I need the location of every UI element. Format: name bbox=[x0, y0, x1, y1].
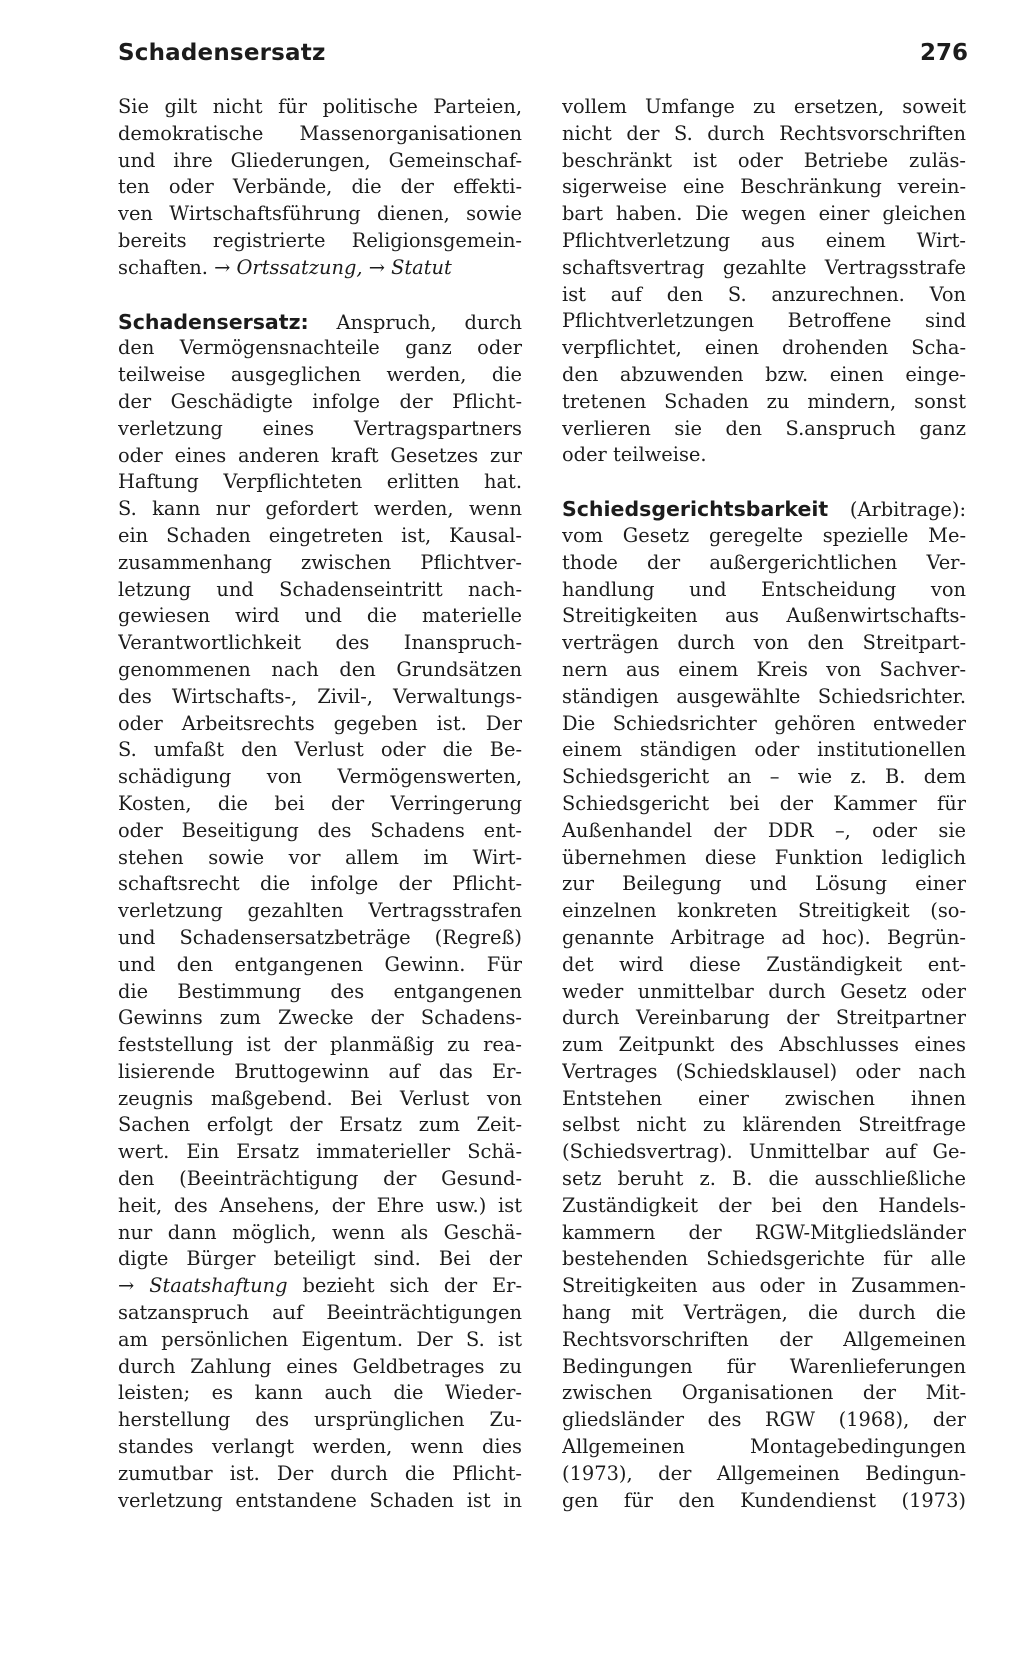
text-line: verlieren sie den S.anspruch ganz bbox=[562, 416, 966, 440]
text-line: thode der außergerichtlichen Ver- bbox=[562, 550, 966, 574]
text-line: die Bestimmung des entgangenen bbox=[118, 979, 522, 1003]
text-line: weder unmittelbar durch Gesetz oder bbox=[562, 979, 966, 1003]
text-line: Sachen erfolgt der Ersatz zum Zeit- bbox=[118, 1113, 522, 1137]
text-line: zumutbar ist. Der durch die Pflicht- bbox=[118, 1461, 522, 1485]
text-line: ständigen ausgewählte Schiedsrichter. bbox=[562, 684, 966, 708]
arrow-icon: → bbox=[214, 255, 231, 279]
text-line: herstellung des ursprünglichen Zu- bbox=[118, 1408, 522, 1432]
entry-term: Schiedsgerichtsbarkeit bbox=[562, 497, 829, 522]
text-line: gen für den Kundendienst (1973) bbox=[562, 1488, 966, 1512]
text-line: Die Schiedsrichter gehören entweder bbox=[562, 711, 966, 735]
text-line: genommenen nach den Grundsätzen bbox=[118, 657, 522, 681]
intro-paragraph bbox=[118, 94, 522, 255]
arrow-icon: → bbox=[368, 255, 385, 279]
cross-reference[interactable]: Ortssatzung, bbox=[230, 255, 369, 279]
text-line: beschränkt ist oder Betriebe zuläs- bbox=[562, 148, 966, 172]
text-line: Zuständigkeit der bei den Handels- bbox=[562, 1193, 966, 1217]
text-line: des Wirtschafts-, Zivil-, Verwaltungs- bbox=[118, 684, 522, 708]
text-line: Pflichtverletzungen Betroffene sind bbox=[562, 309, 966, 333]
running-head: Schadensersatz bbox=[118, 40, 326, 66]
text-line: genannte Arbitrage ad hoc). Begrün- bbox=[562, 925, 966, 949]
text-line: der Geschädigte infolge der Pflicht- bbox=[118, 389, 522, 413]
text-line: gliedsländer des RGW (1968), der bbox=[562, 1408, 966, 1432]
text-line: bereits registrierte Religionsgemein- bbox=[118, 228, 522, 252]
text-line: selbst nicht zu klärenden Streitfrage bbox=[562, 1113, 966, 1137]
text-line: verletzung gezahlten Vertragsstrafen bbox=[118, 899, 522, 923]
text-line: Rechtsvorschriften der Allgemeinen bbox=[562, 1327, 966, 1351]
text-line: hang mit Verträgen, die durch die bbox=[562, 1301, 966, 1325]
text-line: stehen sowie vor allem im Wirt- bbox=[118, 845, 522, 869]
text-line: und Schadensersatzbeträge (Regreß) bbox=[118, 925, 522, 949]
text-line: tretenen Schaden zu mindern, sonst bbox=[562, 389, 966, 413]
cross-reference[interactable]: Statut bbox=[384, 255, 452, 279]
text-line: standes verlangt werden, wenn dies bbox=[118, 1435, 522, 1459]
cross-reference[interactable]: Staatshaftung bbox=[134, 1274, 288, 1298]
text-line: sigerweise eine Beschränkung verein- bbox=[562, 175, 966, 199]
arrow-icon: → bbox=[118, 1274, 135, 1298]
text-line: den abzuwenden bzw. einen einge- bbox=[562, 362, 966, 386]
text-line: nern aus einem Kreis von Sachver- bbox=[562, 657, 966, 681]
entry-first-line: Schadensersatz: Anspruch, durch bbox=[118, 309, 522, 334]
text-line: Schiedsgericht an – wie z. B. dem bbox=[562, 765, 966, 789]
text-line: Kosten, die bei der Verringerung bbox=[118, 791, 522, 815]
text-line: einzelnen konkreten Streitigkeit (so- bbox=[562, 899, 966, 923]
text-line: → Staatshaftung bezieht sich der Er- bbox=[118, 1274, 522, 1298]
text-line: wert. Ein Ersatz immaterieller Schä- bbox=[118, 1140, 522, 1164]
text-line: demokratische Massenorganisationen bbox=[118, 121, 522, 145]
text-line: übernehmen diese Funktion lediglich bbox=[562, 845, 966, 869]
text-line: schaften. → Ortssatzung, → Statut bbox=[118, 255, 452, 279]
text-line: teilweise ausgeglichen werden, die bbox=[118, 363, 522, 387]
text-line: verpflichtet, einen drohenden Scha- bbox=[562, 336, 966, 360]
text-line: bestehenden Schiedsgerichte für alle bbox=[562, 1247, 966, 1271]
text-line: satzanspruch auf Beeinträchtigungen bbox=[118, 1301, 522, 1325]
text-line: verletzung eines Vertragspartners bbox=[118, 416, 522, 440]
text-line: letzung und Schadenseintritt nach- bbox=[118, 577, 522, 601]
left-column bbox=[118, 94, 522, 1514]
text-line: ist auf den S. anzurechnen. Von bbox=[562, 282, 966, 306]
page-number: 276 bbox=[919, 40, 968, 66]
text-line: Außenhandel der DDR –, oder sie bbox=[562, 818, 966, 842]
entry-body bbox=[562, 523, 966, 1514]
text-line: den Vermögensnachteile ganz oder bbox=[118, 336, 522, 360]
text-line: vom Gesetz geregelte spezielle Me- bbox=[562, 523, 966, 547]
right-column bbox=[562, 94, 966, 1514]
text-line: vollem Umfange zu ersetzen, soweit bbox=[562, 95, 966, 118]
text-line: Allgemeinen Montagebedingungen bbox=[562, 1435, 966, 1459]
text-line: schaftsrecht die infolge der Pflicht- bbox=[118, 872, 522, 896]
text-line: Vertrages (Schiedsklausel) oder nach bbox=[562, 1059, 966, 1083]
text-line: zwischen Organisationen der Mit- bbox=[562, 1381, 966, 1405]
text-line: verträgen durch von den Streitpart- bbox=[562, 631, 966, 655]
text-line: durch Zahlung eines Geldbetrages zu bbox=[118, 1354, 522, 1378]
text-line: oder Arbeitsrechts gegeben ist. Der bbox=[118, 711, 522, 735]
text-line: Schiedsgericht bei der Kammer für bbox=[562, 791, 966, 815]
text-line: kammern der RGW-Mitgliedsländer bbox=[562, 1220, 966, 1244]
text-line: am persönlichen Eigentum. Der S. ist bbox=[118, 1327, 522, 1351]
text-line: den (Beeinträchtigung der Gesund- bbox=[118, 1167, 522, 1191]
continuation-paragraph bbox=[562, 94, 966, 469]
text-line: Haftung Verpflichteten erlitten hat. bbox=[118, 470, 522, 494]
text-line: Sie gilt nicht für politische Parteien, bbox=[118, 95, 522, 118]
text-line: durch Vereinbarung der Streitpartner bbox=[562, 1006, 966, 1030]
text-line: nicht der S. durch Rechtsvorschriften bbox=[562, 121, 966, 145]
text-line: und den entgangenen Gewinn. Für bbox=[118, 952, 522, 976]
text-line: S. umfaßt den Verlust oder die Be- bbox=[118, 738, 522, 762]
entry-body bbox=[118, 335, 522, 1273]
text-line: Verantwortlichkeit des Inanspruch- bbox=[118, 631, 522, 655]
text-line: zum Zeitpunkt des Abschlusses eines bbox=[562, 1033, 966, 1057]
text-line: setz beruht z. B. die ausschließliche bbox=[562, 1167, 966, 1191]
text-line: schaftsvertrag gezahlte Vertragsstrafe bbox=[562, 255, 966, 279]
text-line: S. kann nur gefordert werden, wenn bbox=[118, 497, 522, 521]
text-line: Pflichtverletzung aus einem Wirt- bbox=[562, 228, 966, 252]
text-line: lisierende Bruttogewinn auf das Er- bbox=[118, 1059, 522, 1083]
text-line: einem ständigen oder institutionellen bbox=[562, 738, 966, 762]
text-line: feststellung ist der planmäßig zu rea- bbox=[118, 1033, 522, 1057]
text-line: Bedingungen für Warenlieferungen bbox=[562, 1354, 966, 1378]
text-line: zeugnis maßgebend. Bei Verlust von bbox=[118, 1086, 522, 1110]
text-line: Gewinns zum Zwecke der Schadens- bbox=[118, 1006, 522, 1030]
text-line: leisten; es kann auch die Wieder- bbox=[118, 1381, 522, 1405]
text-line: ven Wirtschaftsführung dienen, sowie bbox=[118, 202, 522, 226]
entry-term: Schadensersatz: bbox=[118, 309, 309, 334]
text-line: det wird diese Zuständigkeit ent- bbox=[562, 952, 966, 976]
text-line: gewiesen wird und die materielle bbox=[118, 604, 522, 628]
text-line: nur dann möglich, wenn als Geschä- bbox=[118, 1220, 522, 1244]
text-line: schädigung von Vermögenswerten, bbox=[118, 765, 522, 789]
text-line: verletzung entstandene Schaden ist in bbox=[118, 1488, 522, 1512]
text-line: Streitigkeiten aus Außenwirtschafts- bbox=[562, 604, 966, 628]
text-line: (Schiedsvertrag). Unmittelbar auf Ge- bbox=[562, 1140, 966, 1164]
text-line: oder teilweise. bbox=[562, 443, 707, 467]
text-line: ein Schaden eingetreten ist, Kausal- bbox=[118, 523, 522, 547]
text-line: handlung und Entscheidung von bbox=[562, 577, 966, 601]
text-line: bart haben. Die wegen einer gleichen bbox=[562, 202, 966, 226]
text-line: oder Beseitigung des Schadens ent- bbox=[118, 818, 522, 842]
text-line: heit, des Ansehens, der Ehre usw.) ist bbox=[118, 1193, 522, 1217]
text-line: digte Bürger beteiligt sind. Bei der bbox=[118, 1247, 522, 1271]
entry-first-line: Schiedsgerichtsbarkeit (Arbitrage): bbox=[562, 497, 966, 522]
text-line: Streitigkeiten aus oder in Zusammen- bbox=[562, 1274, 966, 1298]
text-line: zur Beilegung und Lösung einer bbox=[562, 872, 966, 896]
page-header bbox=[118, 40, 968, 80]
text-line: (1973), der Allgemeinen Bedingun- bbox=[562, 1461, 966, 1485]
text-line: oder eines anderen kraft Gesetzes zur bbox=[118, 443, 522, 467]
text-line: Entstehen einer zwischen ihnen bbox=[562, 1086, 966, 1110]
text-line: zusammenhang zwischen Pflichtver- bbox=[118, 550, 522, 574]
entry-body bbox=[118, 1300, 522, 1514]
text-line: ten oder Verbände, die der effekti- bbox=[118, 175, 522, 199]
text-line: und ihre Gliederungen, Gemeinschaf- bbox=[118, 148, 522, 172]
